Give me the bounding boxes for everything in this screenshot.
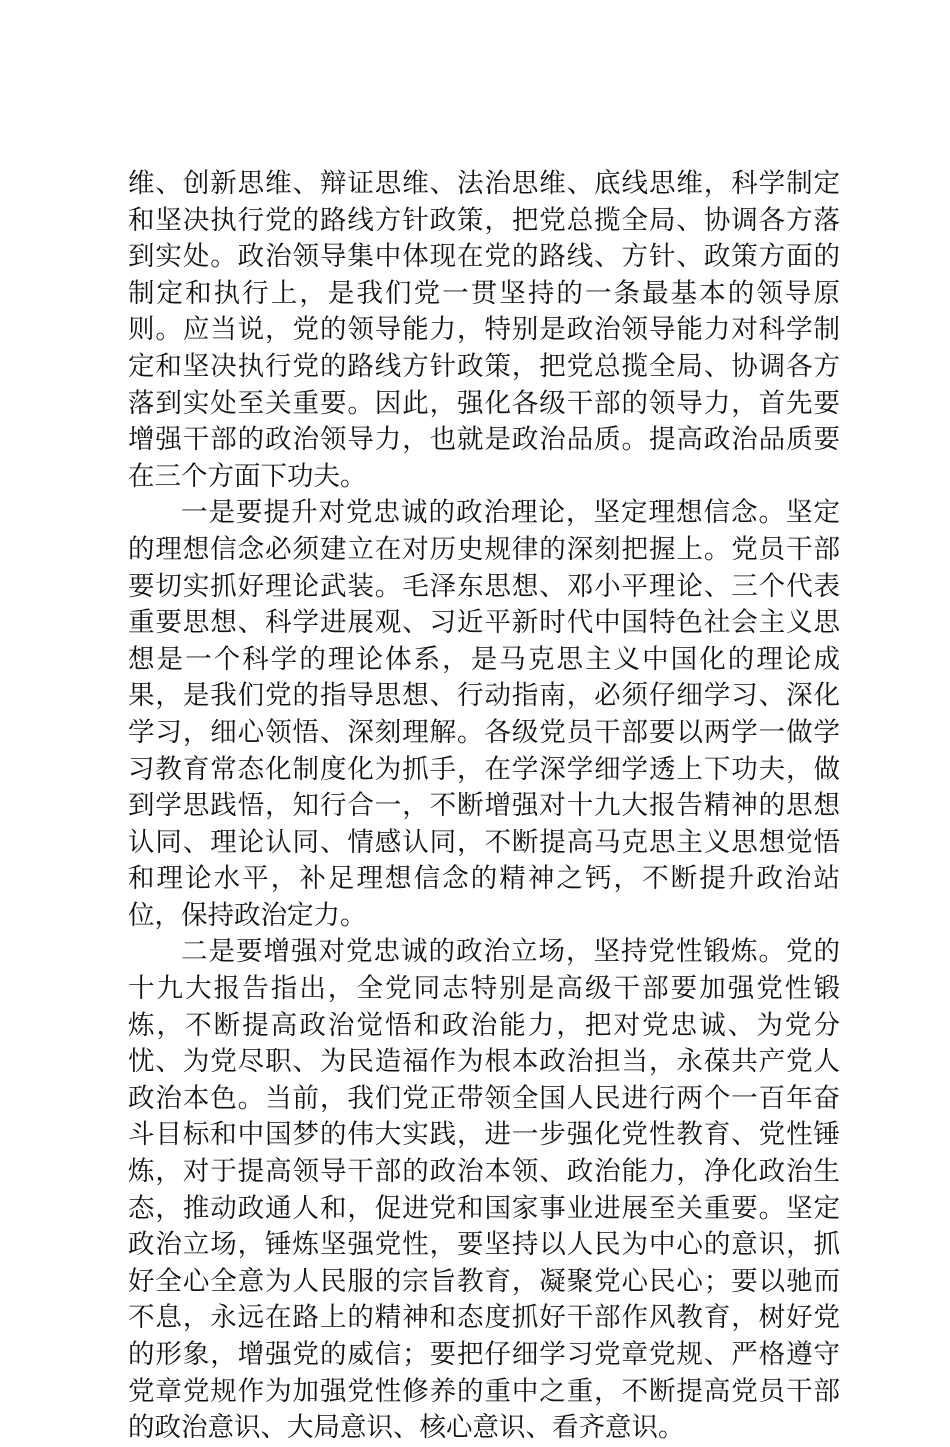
paragraph-point-one: 一是要提升对党忠诚的政治理论，坚定理想信念。坚定的理想信念必须建立在对历史规律的深刻把握上。党员干部要切实抓好理论武装。毛泽东思想、邓小平理论、三个代表重要思想、科学进展观、习近平新时代中国特色社会主义思想是一个科学的理论体系，是马克思主义中国化的理论成果，是我们党的指导思想、行动指南，必须仔细学习、深化学习，细心领悟、深刻理解。各级党员干部要以两学一做学习教育常态化制度化为抓手，在学深学细学透上下功夫，做到学思践悟，知行合一，不断增强对十九大报告精神的思想认同、理论认同、情感认同，不断提高马克思主义思想觉悟和理论水平，补足理想信念的精神之钙，不断提升政治站位，保持政治定力。: [128, 497, 840, 931]
paragraph-intro: 维、创新思维、辩证思维、法治思维、底线思维，科学制定和坚决执行党的路线方针政策，把党总揽全局、协调各方落到实处。政治领导集中体现在党的路线、方针、政策方面的制定和执行上，是我们党一贯坚持的一条最基本的领导原则。应当说，党的领导能力，特别是政治领导能力对科学制定和坚决执行党的路线方针政策，把党总揽全局、协调各方落到实处至关重要。因此，强化各级干部的领导力，首先要增强干部的政治领导力，也就是政治品质。提高政治品质要在三个方面下功夫。: [128, 168, 840, 492]
document-page: [128, 166, 840, 1447]
paragraph-point-two: 二是要增强对党忠诚的政治立场，坚持党性锻炼。党的十九大报告指出，全党同志特别是高级干部要加强党性锻炼，不断提高政治觉悟和政治能力，把对党忠诚、为党分忧、为党尽职、为民造福作为根本政治担当，永葆共产党人政治本色。当前，我们党正带领全国人民进行两个一百年奋斗目标和中国梦的伟大实践，进一步强化党性教育、党性锤炼，对于提高领导干部的政治本领、政治能力，净化政治生态，推动政通人和，促进党和国家事业进展至关重要。坚定政治立场，锤炼坚强党性，要坚持以人民为中心的意识，抓好全心全意为人民服的宗旨教育，凝聚党心民心；要以驰而不息，永远在路上的精神和态度抓好干部作风教育，树好党的形象，增强党的威信；要把仔细学习党章党规、严格遵守党章党规作为加强党性修养的重中之重，不断提高党员干部的政治意识、大局意识、核心意识、看齐意识。: [128, 936, 840, 1444]
